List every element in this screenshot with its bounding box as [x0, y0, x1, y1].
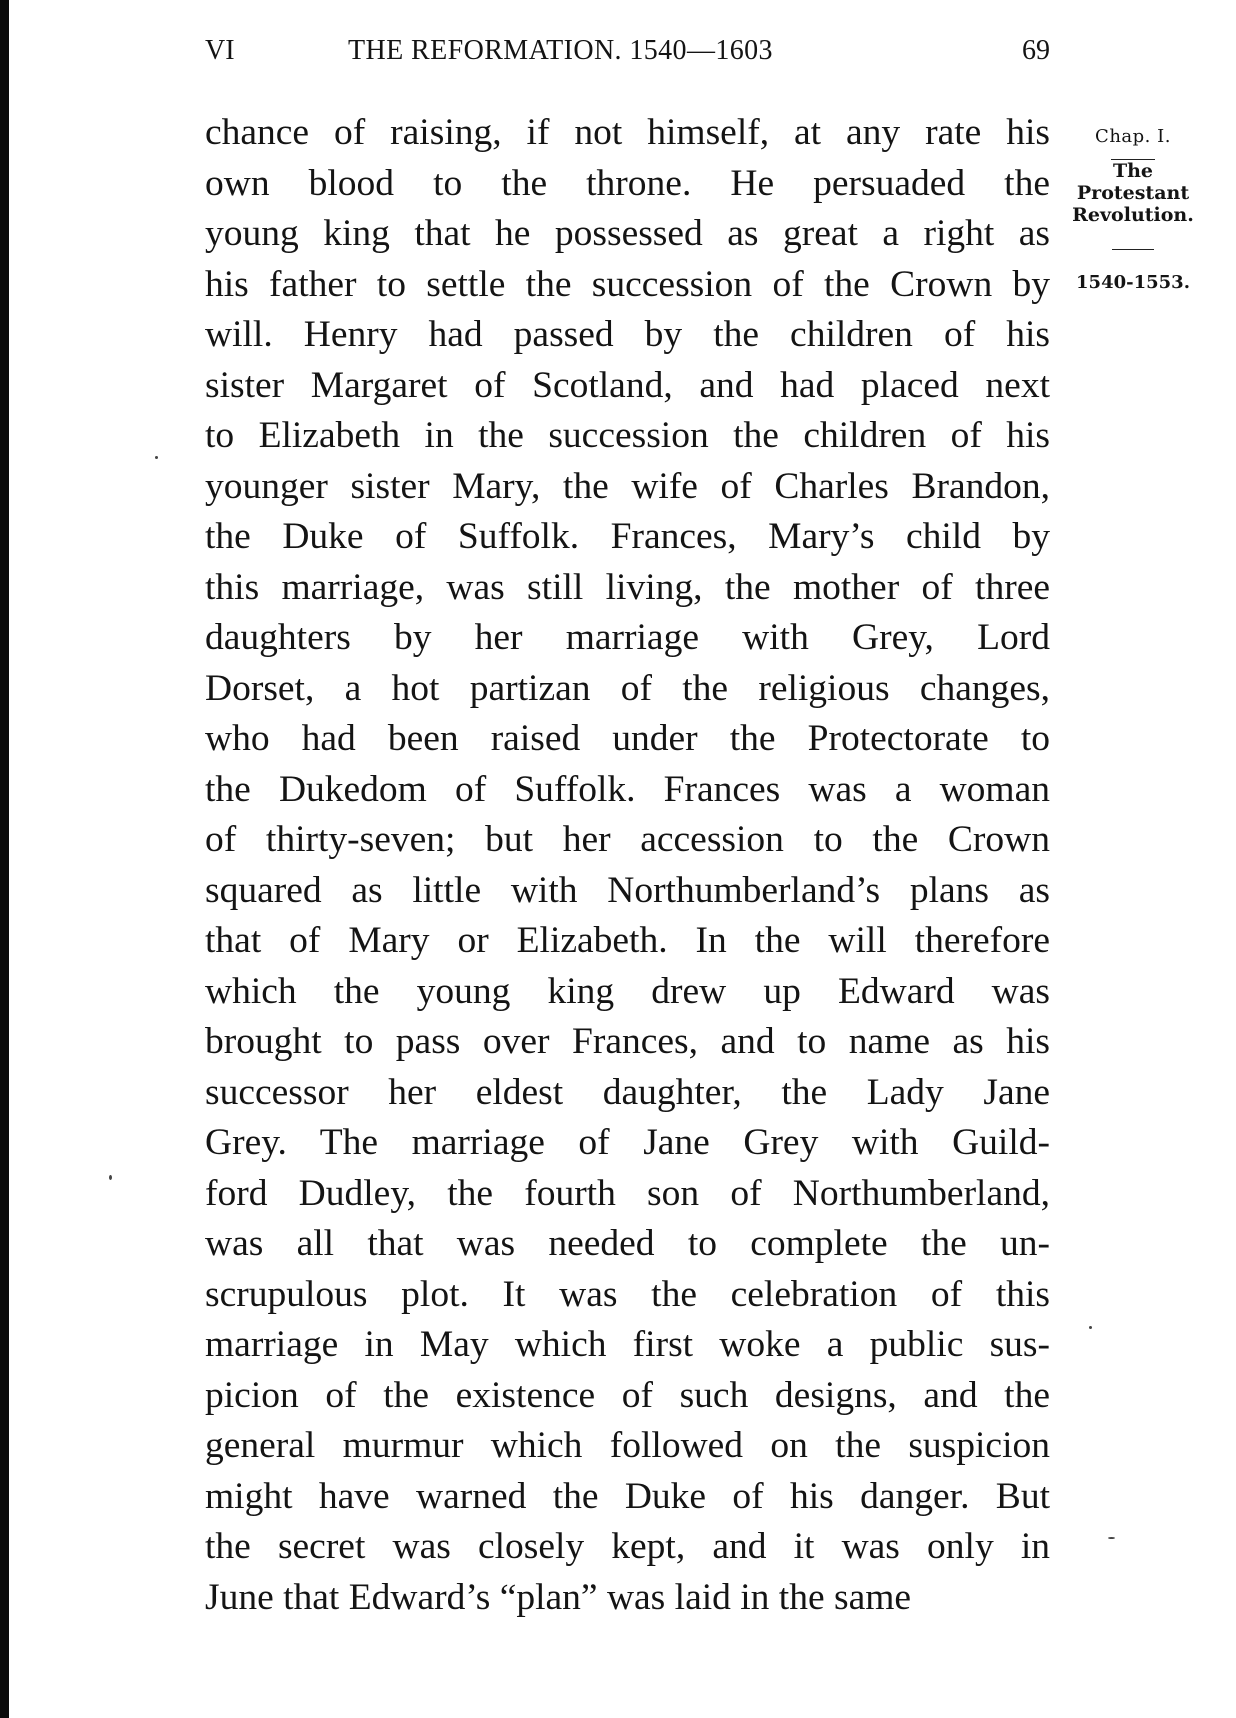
- running-head-chapter-numeral: VI: [205, 35, 235, 66]
- body-line-29: the secret was closely kept, and it was only in: [205, 1526, 1050, 1567]
- margin-chapter-label: Chap. I.: [1095, 126, 1171, 147]
- body-line-13: who had been raised under the Protectorate to: [205, 718, 1050, 759]
- body-line-16: squared as little with Northumberland’s plans as: [205, 869, 1050, 911]
- body-line-28: might have warned the Duke of his danger. But: [205, 1475, 1050, 1517]
- body-line-18: which the young king drew up Edward was: [205, 970, 1050, 1012]
- body-line-17: that of Mary or Elizabeth. In the will therefore: [205, 920, 1050, 961]
- body-line-24: scrupulous plot. It was the celebration of this: [205, 1273, 1050, 1315]
- body-line-1: chance of raising, if not himself, at any rate his: [205, 112, 1050, 153]
- body-line-26: picion of the existence of such designs, and the: [205, 1374, 1050, 1416]
- body-line-21: Grey. The marriage of Jane Grey with Guild-: [205, 1122, 1050, 1163]
- body-line-11: daughters by her marriage with Grey, Lord: [205, 617, 1050, 658]
- margin-topic-note: [1058, 160, 1208, 226]
- page-number: 69: [1022, 35, 1050, 66]
- body-line-30: June that Edward’s “plan” was laid in the same: [205, 1576, 912, 1618]
- body-line-19: brought to pass over Frances, and to name as his: [205, 1021, 1050, 1062]
- scan-speck: [155, 456, 158, 459]
- body-line-25: marriage in May which first woke a public sus-: [205, 1324, 1050, 1365]
- body-line-15: of thirty-seven; but her accession to the Crown: [205, 819, 1050, 860]
- body-line-27: general murmur which followed on the suspicion: [205, 1425, 1050, 1466]
- scan-speck: [1089, 1326, 1092, 1329]
- body-line-3: young king that he possessed as great a right as: [205, 213, 1050, 254]
- scan-speck: [1108, 1537, 1115, 1539]
- body-line-5: will. Henry had passed by the children of his: [205, 314, 1050, 355]
- body-line-10: this marriage, was still living, the mother of three: [205, 566, 1050, 608]
- body-line-14: the Dukedom of Suffolk. Frances was a woman: [205, 768, 1050, 810]
- body-line-4: his father to settle the succession of the Crown by: [205, 263, 1050, 305]
- running-head: [205, 31, 1050, 71]
- margin-topic-line-1: The: [1112, 160, 1154, 182]
- body-line-6: sister Margaret of Scotland, and had placed next: [205, 364, 1050, 406]
- body-line-12: Dorset, a hot partizan of the religious changes,: [205, 667, 1050, 709]
- margin-rule-lower: [1112, 249, 1154, 250]
- page-binding-edge: [0, 0, 9, 1718]
- body-text: [205, 108, 1050, 1623]
- margin-topic-line-2: Protestant: [1076, 182, 1190, 204]
- margin-topic-line-3: Revolution.: [1072, 204, 1194, 226]
- body-line-23: was all that was needed to complete the un-: [205, 1223, 1050, 1264]
- body-line-22: ford Dudley, the fourth son of Northumberland,: [205, 1172, 1050, 1214]
- body-line-9: the Duke of Suffolk. Frances, Mary’s child by: [205, 516, 1050, 557]
- body-line-2: own blood to the throne. He persuaded the: [205, 162, 1050, 204]
- body-line-8: younger sister Mary, the wife of Charles Brandon,: [205, 465, 1050, 507]
- scan-speck: [109, 1175, 112, 1180]
- body-line-20: successor her eldest daughter, the Lady Jane: [205, 1071, 1050, 1113]
- running-head-title: THE REFORMATION. 1540—1603: [348, 35, 773, 66]
- body-line-7: to Elizabeth in the succession the children of his: [205, 415, 1050, 456]
- margin-date-range: 1540-1553.: [1076, 272, 1190, 293]
